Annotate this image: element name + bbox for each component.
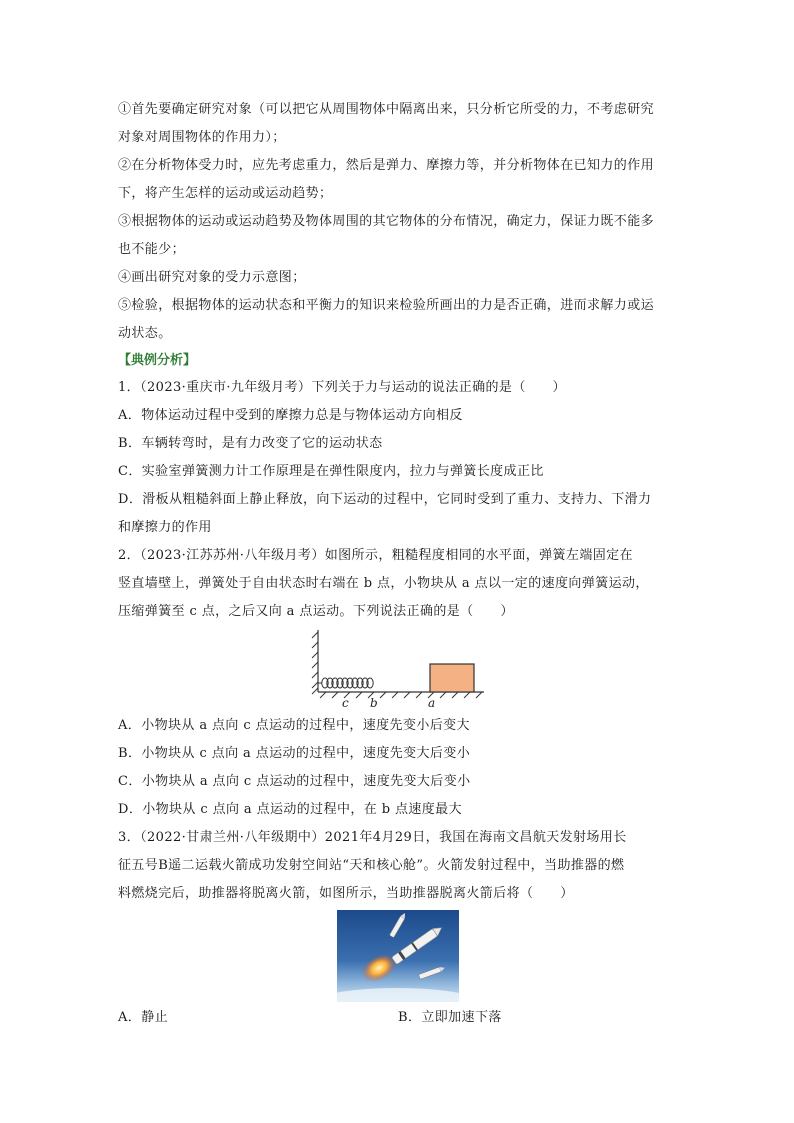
q3-option-b: B．立即加速下落 xyxy=(398,1010,502,1025)
q2-option-b: B．小物块从 c 点向 a 点运动的过程中，速度先变大后变小 xyxy=(118,746,471,761)
q2-stem-line3: 压缩弹簧至 c 点，之后又向 a 点运动。下列说法正确的是（ ） xyxy=(118,604,514,619)
label-b: b xyxy=(370,696,378,708)
q2-option-d: D．小物块从 c 点向 a 点运动的过程中，在 b 点速度最大 xyxy=(118,802,462,817)
step-1 xyxy=(118,96,678,152)
q3-stem-line3: 料燃烧完后，助推器将脱离火箭，如图所示，当助推器脱离火箭后将（ ） xyxy=(118,886,574,901)
document-page xyxy=(118,96,678,1032)
q1-option-d-cont: 和摩擦力的作用 xyxy=(118,520,212,535)
q3-option-a: A．静止 xyxy=(118,1010,168,1025)
label-a: a xyxy=(428,696,436,708)
q1-option-a: A．物体运动过程中受到的摩擦力总是与物体运动方向相反 xyxy=(118,408,463,423)
q2-stem-line1: 2．（2023·江苏苏州·八年级月考）如图所示，粗糙程度相同的水平面，弹簧左端固定在 xyxy=(118,548,633,563)
rocket-booster-image xyxy=(337,910,459,1002)
q3-stem-line1: 3．（2022·甘肃兰州·八年级期中）2021年4月29日，我国在海南文昌航天发射场用长 xyxy=(118,830,627,845)
spring-block-figure xyxy=(308,628,488,708)
q2-option-a: A．小物块从 a 点向 c 点运动的过程中，速度先变小后变大 xyxy=(118,718,470,733)
step-1-line2: 对象对周围物体的作用力）； xyxy=(118,130,286,145)
step-3-line1: ③根据物体的运动或运动趋势及物体周围的其它物体的分布情况，确定力，保证力既不能多 xyxy=(118,214,655,229)
step-4 xyxy=(118,264,678,292)
q1-stem: 1．（2023·重庆市·九年级月考）下列关于力与运动的说法正确的是（ ） xyxy=(118,380,566,395)
q1-option-b: B．车辆转弯时，是有力改变了它的运动状态 xyxy=(118,436,383,451)
spring-coil xyxy=(322,678,373,688)
step-2-line2: 下，将产生怎样的运动或运动趋势； xyxy=(118,186,333,201)
step-3-line2: 也不能少； xyxy=(118,242,186,257)
q3-stem-line2: 征五号B遥二运载火箭成功发射空间站“天和核心舱”。火箭发射过程中，当助推器的燃 xyxy=(118,858,625,873)
q2-stem-line2: 竖直墙壁上，弹簧处于自由状态时右端在 b 点，小物块从 a 点以一定的速度向弹簧运动， xyxy=(118,576,649,591)
step-1-line1: ①首先要确定研究对象（可以把它从周围物体中隔离出来，只分析它所受的力，不考虑研究 xyxy=(118,102,655,117)
step-2-line1: ②在分析物体受力时，应先考虑重力，然后是弹力、摩擦力等，并分析物体在已知力的作用 xyxy=(118,158,655,173)
step-5-line2: 动状态。 xyxy=(118,326,172,341)
q1-option-c: C．实验室弹簧测力计工作原理是在弹性限度内，拉力与弹簧长度成正比 xyxy=(118,464,544,479)
q1-option-d: D．滑板从粗糙斜面上静止释放，向下运动的过程中，它同时受到了重力、支持力、下滑力 xyxy=(118,492,652,507)
section-heading: 【典例分析】 xyxy=(118,353,197,368)
step-5-line1: ⑤检验，根据物体的运动状态和平衡力的知识来检验所画出的力是否正确，进而求解力或运 xyxy=(118,298,655,313)
q2-option-c: C．小物块从 a 点向 c 点运动的过程中，速度先变大后变小 xyxy=(118,774,471,789)
step-4-line1: ④画出研究对象的受力示意图； xyxy=(118,270,306,285)
q3-options-row xyxy=(118,1004,678,1032)
label-c: c xyxy=(342,696,349,708)
step-5 xyxy=(118,292,678,348)
wall-hatch xyxy=(312,632,318,694)
block xyxy=(430,664,474,692)
step-3 xyxy=(118,208,678,264)
step-2 xyxy=(118,152,678,208)
